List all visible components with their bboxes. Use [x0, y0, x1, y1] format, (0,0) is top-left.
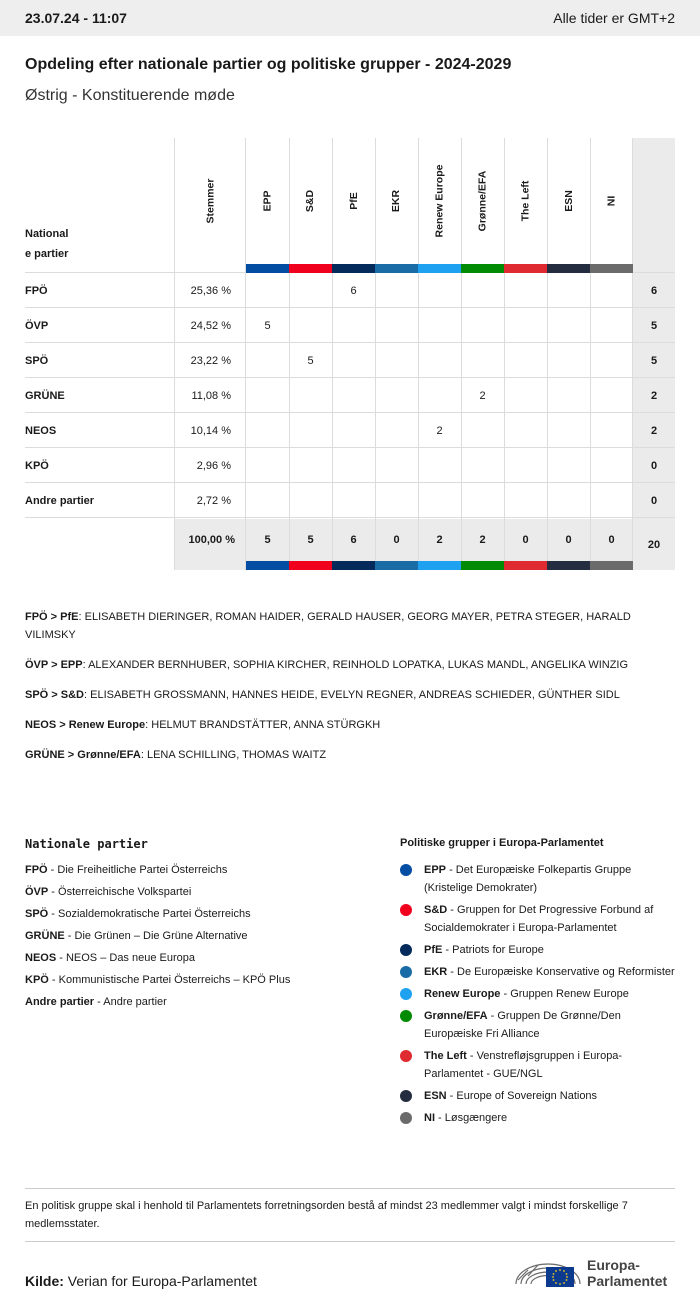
legend-abbr: Grønne/EFA [424, 1010, 488, 1022]
seat-count: 2 [436, 424, 443, 437]
group-color-bar [461, 264, 504, 273]
group-total: 6 [350, 534, 357, 546]
group-color-dot [400, 944, 412, 956]
group-color-bar [246, 561, 289, 570]
group-color-dot [400, 966, 412, 978]
legend-abbr: ESN [424, 1090, 447, 1102]
legend-name: Gruppen for Det Progressive Forbund af Socialdemokrater i Europa-Parlamentet [424, 904, 654, 934]
legend-name: Det Europæiske Folkepartis Gruppe (Kristelige Demokrater) [424, 864, 632, 894]
national-legend-item: SPÖ - Sozialdemokratische Partei Österreichs [25, 908, 251, 920]
group-legend-item: Grønne/EFA - Gruppen De Grønne/Den Europæiske Fri Alliance [400, 1007, 675, 1043]
groups-legend-title: Politiske grupper i Europa-Parlamentet [400, 837, 604, 849]
group-color-dot [400, 1090, 412, 1102]
legend-name: Andre partier [103, 996, 167, 1008]
group-legend-item: NI - Løsgængere [400, 1109, 675, 1127]
legend-name: Die Grünen – Die Grüne Alternative [74, 930, 248, 942]
group-color-dot [400, 864, 412, 876]
legend-abbr: EKR [424, 966, 448, 978]
legend-name: Venstrefløjsgruppen i Europa-Parlamentet - GUE/NGL [424, 1050, 623, 1080]
grid-line [25, 342, 675, 343]
member-group-label: NEOS > Renew Europe [25, 719, 146, 731]
seat-count: 2 [479, 389, 486, 402]
member-names: ELISABETH GROSSMANN, HANNES HEIDE, EVELYN REGNER, ANDREAS SCHIEDER, GÜNTHER SIDL [90, 689, 620, 701]
vote-share: 2,72 % [196, 494, 231, 507]
group-header-2: S&D [304, 189, 317, 213]
total-seats: 2 [650, 424, 658, 437]
group-legend-item: Renew Europe - Gruppen Renew Europe [400, 985, 675, 1003]
party-name: FPÖ [25, 284, 48, 297]
logo-text: Europa- Parlamentet [587, 1257, 668, 1289]
footnote: En politisk gruppe skal i henhold til Parlamentets forretningsorden bestå af mindst 23 medlemmer valgt i mindst forskellige 7 medlemsstater. [25, 1200, 628, 1230]
member-group-label: SPÖ > S&D [25, 689, 84, 701]
party-name: Andre partier [25, 494, 95, 507]
national-legend-item: ÖVP - Österreichische Volkspartei [25, 886, 192, 898]
group-total: 0 [522, 534, 529, 546]
grid-line [25, 517, 675, 518]
member-names: HELMUT BRANDSTÄTTER, ANNA STÜRGKH [151, 719, 381, 731]
group-color-bar [461, 561, 504, 570]
national-legend-item: GRÜNE - Die Grünen – Die Grüne Alternative [25, 930, 248, 942]
national-parties-header: National e partier [25, 228, 69, 260]
group-color-dot [400, 904, 412, 916]
party-name: SPÖ [25, 354, 49, 367]
group-color-bar [375, 264, 418, 273]
legend-abbr: ÖVP [25, 886, 49, 898]
national-legend-item: KPÖ - Kommunistische Partei Österreichs – KPÖ Plus [25, 974, 291, 986]
grid-line [25, 482, 675, 483]
group-color-bar [289, 561, 332, 570]
vote-share: 24,52 % [190, 319, 231, 332]
national-parties-legend [25, 837, 365, 1013]
group-color-bar [332, 561, 375, 570]
group-color-bar [547, 264, 590, 273]
seat-count: 5 [307, 354, 314, 367]
source-text: Verian for Europa-Parlamentet [67, 1273, 257, 1289]
source-label: Kilde: [25, 1273, 64, 1289]
legend-abbr: GRÜNE [25, 930, 65, 942]
total-seats: 5 [650, 319, 658, 332]
group-color-bar [418, 264, 461, 273]
legend-name: De Europæiske Konservative og Reformister [457, 966, 675, 978]
legend-abbr: NI [424, 1112, 435, 1124]
group-legend-item: S&D - Gruppen for Det Progressive Forbund af Socialdemokrater i Europa-Parlamentet [400, 901, 675, 937]
page-title: Opdeling efter nationale partier og politiske grupper - 2024-2029 [25, 56, 512, 73]
vote-share: 2,96 % [196, 459, 231, 472]
group-legend-item: EPP - Det Europæiske Folkepartis Gruppe (Kristelige Demokrater) [400, 861, 675, 897]
group-color-dot [400, 988, 412, 1000]
group-color-dot [400, 1010, 412, 1022]
legend-abbr: PfE [424, 944, 443, 956]
member-group: GRÜNE > Grønne/EFA: LENA SCHILLING, THOMAS WAITZ [25, 749, 327, 761]
group-header-6: Grønne/EFA [476, 170, 489, 232]
legend-abbr: EPP [424, 864, 447, 876]
group-color-bar [246, 264, 289, 273]
national-legend-item: NEOS - NEOS – Das neue Europa [25, 952, 195, 964]
legend-abbr: KPÖ [25, 974, 49, 986]
legend-name: NEOS – Das neue Europa [65, 952, 195, 964]
legend-name: Gruppen De Grønne/Den Europæiske Fri Alliance [424, 1010, 621, 1040]
legend-abbr: The Left [424, 1050, 467, 1062]
total-votes: 100,00 % [188, 534, 235, 546]
top-bar [0, 0, 700, 36]
legend-name: Gruppen Renew Europe [510, 988, 629, 1000]
member-group: ÖVP > EPP: ALEXANDER BERNHUBER, SOPHIA KIRCHER, REINHOLD LOPATKA, LUKAS MANDL, ANGELIKA WINZIG [25, 659, 629, 671]
group-color-bar [332, 264, 375, 273]
legend-name: Österreichische Volkspartei [58, 886, 192, 898]
member-names: ELISABETH DIERINGER, ROMAN HAIDER, GERALD HAUSER, GEORG MAYER, PETRA STEGER, HARALD VILIMSKY [25, 611, 631, 641]
divider [25, 1188, 675, 1189]
member-group-label: ÖVP > EPP [25, 659, 83, 671]
party-name: GRÜNE [25, 389, 65, 402]
party-name: KPÖ [25, 459, 49, 472]
national-legend-title: Nationale partier [25, 837, 148, 851]
legend-abbr: SPÖ [25, 908, 49, 920]
group-legend-item: PfE - Patriots for Europe [400, 941, 675, 959]
member-group: NEOS > Renew Europe: HELMUT BRANDSTÄTTER, ANNA STÜRGKH [25, 719, 381, 731]
results-table [25, 138, 675, 570]
vote-share: 23,22 % [190, 354, 231, 367]
member-group-label: FPÖ > PfE [25, 611, 79, 623]
divider [25, 1241, 675, 1242]
grid-line [25, 377, 675, 378]
legend-name: Kommunistische Partei Österreichs – KPÖ Plus [58, 974, 291, 986]
timezone-note: Alle tider er GMT+2 [553, 10, 675, 26]
group-header-8: ESN [562, 190, 575, 212]
group-color-bar [590, 561, 633, 570]
group-total: 5 [307, 534, 314, 546]
group-color-bar [289, 264, 332, 273]
legend-name: Europe of Sovereign Nations [456, 1090, 598, 1102]
member-group: FPÖ > PfE: ELISABETH DIERINGER, ROMAN HAIDER, GERALD HAUSER, GEORG MAYER, PETRA STEGER, HARALD VILIMSKY [25, 611, 631, 641]
votes-header: Stemmer [204, 178, 217, 224]
party-name: NEOS [25, 424, 57, 437]
grid-line [25, 447, 675, 448]
group-color-bar [375, 561, 418, 570]
legend-abbr: NEOS [25, 952, 57, 964]
page-subtitle: Østrig - Konstituerende møde [25, 87, 235, 104]
group-color-dot [400, 1050, 412, 1062]
total-seats: 6 [650, 284, 658, 297]
member-group-label: GRÜNE > Grønne/EFA [25, 749, 141, 761]
grand-total-seats: 20 [647, 538, 661, 551]
parliament-hemicycle-icon [514, 1250, 584, 1296]
group-color-dot [400, 1112, 412, 1124]
political-groups-legend [400, 837, 675, 1131]
vote-share: 10,14 % [190, 424, 231, 437]
seat-count: 5 [264, 319, 271, 332]
vote-share: 11,08 % [191, 389, 231, 402]
national-legend-item: FPÖ - Die Freiheitliche Partei Österreichs [25, 864, 228, 876]
legend-abbr: Renew Europe [424, 988, 501, 1000]
group-color-bar [547, 561, 590, 570]
legend-abbr: S&D [424, 904, 448, 916]
legend-name: Sozialdemokratische Partei Österreichs [58, 908, 251, 920]
group-total: 2 [479, 534, 486, 546]
party-name: ÖVP [25, 319, 49, 332]
member-group: SPÖ > S&D: ELISABETH GROSSMANN, HANNES HEIDE, EVELYN REGNER, ANDREAS SCHIEDER, GÜNTHER SIDL [25, 689, 620, 701]
group-total: 2 [436, 534, 443, 546]
group-header-7: The Left [519, 180, 532, 222]
group-legend-item: EKR - De Europæiske Konservative og Reformister [400, 963, 675, 981]
europarl-logo [514, 1250, 680, 1296]
timestamp: 23.07.24 - 11:07 [25, 10, 127, 26]
group-header-3: PfE [347, 192, 360, 210]
group-color-bar [504, 264, 547, 273]
vote-share: 25,36 % [190, 284, 231, 297]
group-color-bar [590, 264, 633, 273]
group-color-bar [504, 561, 547, 570]
total-seats: 0 [650, 459, 658, 472]
national-legend-item: Andre partier - Andre partier [25, 996, 167, 1008]
legend-name: Die Freiheitliche Partei Österreichs [57, 864, 228, 876]
group-total: 5 [264, 534, 271, 546]
legend-abbr: Andre partier [25, 996, 95, 1008]
grid-line [25, 412, 675, 413]
group-color-bar [418, 561, 461, 570]
total-seats: 0 [650, 494, 658, 507]
group-header-4: EKR [390, 189, 403, 213]
group-header-9: NI [605, 195, 618, 207]
group-total: 0 [393, 534, 400, 546]
total-seats: 5 [650, 354, 658, 367]
legend-name: Løsgængere [444, 1112, 508, 1124]
group-total: 0 [608, 534, 615, 546]
member-list [25, 608, 675, 776]
member-names: ALEXANDER BERNHUBER, SOPHIA KIRCHER, REINHOLD LOPATKA, LUKAS MANDL, ANGELIKA WINZIG [88, 659, 629, 671]
total-seats: 2 [650, 389, 658, 402]
group-total: 0 [565, 534, 572, 546]
legend-name: Patriots for Europe [452, 944, 544, 956]
legend-abbr: FPÖ [25, 864, 48, 876]
seat-count: 6 [350, 284, 357, 297]
group-header-1: EPP [261, 190, 274, 212]
group-legend-item: The Left - Venstrefløjsgruppen i Europa-Parlamentet - GUE/NGL [400, 1047, 675, 1083]
group-header-5: Renew Europe [433, 164, 446, 238]
member-names: LENA SCHILLING, THOMAS WAITZ [146, 749, 327, 761]
group-legend-item: ESN - Europe of Sovereign Nations [400, 1087, 675, 1105]
source-line [25, 1273, 257, 1289]
